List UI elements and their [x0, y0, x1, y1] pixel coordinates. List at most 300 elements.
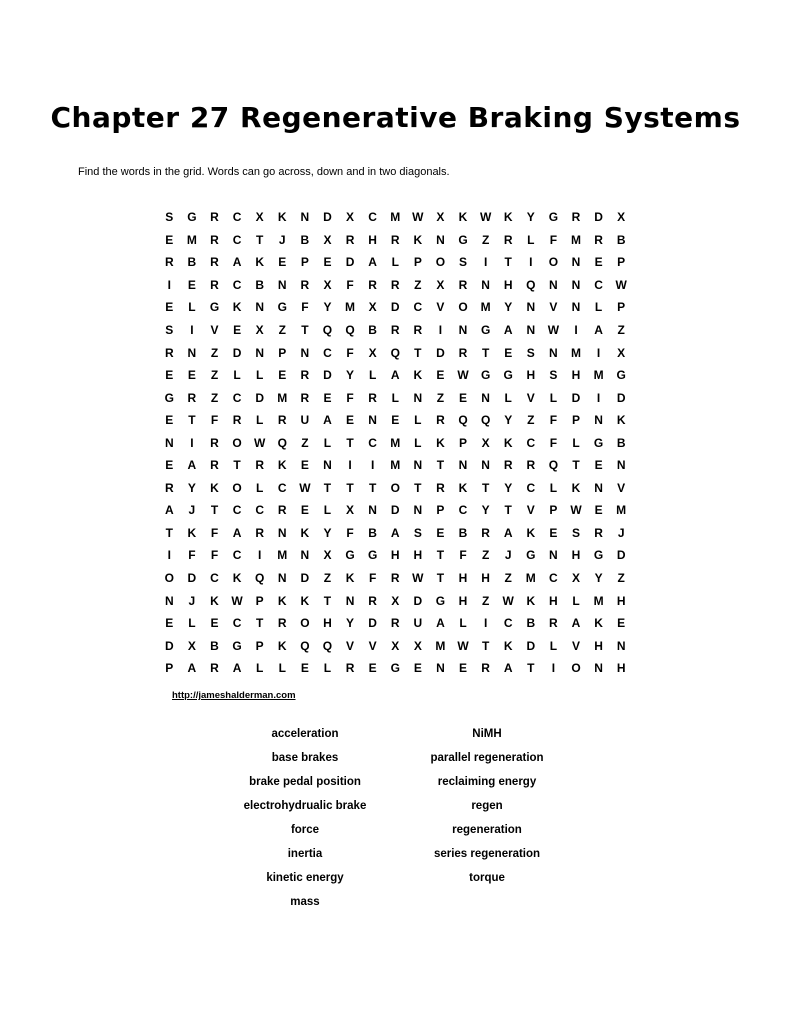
grid-letter: C	[323, 345, 332, 360]
grid-letter: D	[390, 503, 400, 518]
grid-letter: G	[390, 661, 400, 676]
grid-letter: T	[436, 458, 445, 473]
grid-letter: V	[526, 503, 535, 518]
grid-letter: C	[549, 571, 558, 586]
grid-letter: A	[232, 525, 242, 540]
grid-letter: I	[483, 616, 488, 631]
grid-letter: W	[457, 368, 469, 383]
grid-letter: V	[436, 300, 445, 315]
grid-letter: C	[232, 277, 242, 292]
grid-letter: L	[256, 368, 264, 383]
grid-letter: F	[346, 277, 354, 292]
grid-letter: R	[368, 277, 377, 292]
grid-letter: R	[210, 255, 219, 270]
grid-letter: Y	[594, 571, 603, 586]
grid-letter: N	[255, 345, 264, 360]
grid-letter: L	[527, 232, 535, 247]
grid-letter: R	[503, 458, 513, 473]
grid-letter: X	[323, 548, 332, 563]
grid-letter: M	[593, 368, 604, 383]
grid-letter: E	[323, 255, 332, 270]
grid-letter: N	[300, 210, 310, 225]
grid-letter: Z	[301, 435, 309, 450]
grid-letter: N	[277, 525, 287, 540]
grid-letter: R	[277, 616, 287, 631]
grid-letter: R	[571, 210, 581, 225]
grid-letter: I	[190, 435, 194, 450]
grid-letter: G	[164, 390, 174, 405]
grid-letter: R	[210, 435, 219, 450]
grid-letter: M	[390, 210, 401, 225]
grid-letter: Y	[323, 525, 332, 540]
grid-letter: H	[503, 277, 513, 292]
grid-letter: F	[346, 390, 354, 405]
grid-letter: N	[164, 435, 174, 450]
grid-letter: D	[345, 255, 355, 270]
grid-letter: C	[232, 390, 242, 405]
grid-letter: R	[255, 525, 264, 540]
grid-letter: Z	[481, 232, 490, 247]
grid-letter: L	[459, 616, 467, 631]
grid-letter: W	[547, 323, 560, 337]
grid-letter: N	[436, 661, 445, 676]
grid-letter: L	[549, 638, 558, 653]
grid-letter: N	[368, 413, 377, 428]
grid-letter: I	[348, 458, 352, 473]
grid-letter: C	[232, 210, 242, 225]
word-list-item: torque	[469, 872, 505, 884]
grid-letter: P	[571, 413, 580, 428]
grid-letter: O	[571, 661, 581, 676]
grid-letter: C	[413, 300, 423, 315]
grid-letter: L	[391, 255, 399, 270]
grid-letter: R	[503, 232, 513, 247]
grid-letter: K	[232, 300, 242, 315]
grid-letter: N	[481, 390, 490, 405]
grid-letter: E	[594, 255, 603, 270]
grid-letter: A	[164, 503, 174, 518]
grid-letter: T	[301, 323, 309, 337]
source-link[interactable]: http://jameshalderman.com	[172, 690, 296, 701]
grid-letter: G	[232, 638, 242, 653]
grid-letter: A	[503, 323, 513, 337]
grid-letter: X	[617, 345, 626, 360]
grid-letter: W	[412, 210, 424, 225]
grid-letter: X	[413, 638, 422, 653]
grid-letter: D	[323, 210, 332, 225]
grid-letter: P	[617, 300, 626, 315]
grid-letter: L	[504, 390, 512, 405]
grid-letter: N	[571, 277, 581, 292]
grid-letter: X	[368, 300, 377, 315]
grid-letter: R	[413, 323, 423, 337]
grid-letter: K	[413, 232, 423, 247]
grid-letter: K	[503, 435, 513, 450]
grid-letter: L	[391, 390, 399, 405]
grid-letter: D	[616, 548, 626, 563]
grid-letter: Y	[504, 480, 513, 495]
grid-letter: T	[368, 480, 377, 495]
grid-letter: V	[210, 323, 219, 337]
grid-letter: N	[616, 638, 626, 653]
grid-letter: Y	[346, 616, 355, 631]
grid-letter: K	[210, 593, 219, 608]
grid-letter: N	[481, 277, 490, 292]
grid-letter: E	[300, 503, 309, 518]
grid-letter: E	[436, 368, 445, 383]
grid-letter: B	[210, 638, 219, 653]
grid-letter: G	[526, 548, 536, 563]
grid-letter: D	[571, 390, 581, 405]
grid-letter: C	[458, 503, 468, 518]
grid-letter: R	[345, 661, 355, 676]
grid-letter: E	[594, 503, 603, 518]
grid-letter: K	[413, 368, 423, 383]
grid-letter: I	[167, 277, 171, 292]
grid-letter: D	[594, 210, 603, 225]
grid-letter: K	[277, 458, 287, 473]
grid-letter: C	[368, 435, 377, 450]
grid-letter: T	[436, 548, 445, 563]
grid-letter: X	[436, 210, 445, 225]
grid-letter: R	[300, 390, 310, 405]
grid-letter: X	[346, 503, 355, 518]
grid-letter: T	[188, 413, 196, 428]
grid-letter: O	[435, 255, 446, 270]
grid-letter: G	[458, 232, 468, 247]
grid-letter: N	[549, 345, 558, 360]
grid-letter: P	[459, 435, 468, 450]
grid-letter: E	[436, 525, 445, 540]
grid-letter: F	[549, 232, 558, 247]
grid-letter: H	[571, 548, 581, 563]
grid-letter: G	[593, 548, 604, 563]
grid-letter: O	[164, 571, 174, 586]
grid-letter: X	[391, 638, 400, 653]
grid-letter: F	[549, 435, 558, 450]
grid-letter: L	[549, 390, 558, 405]
word-list-item: force	[290, 824, 320, 836]
word-list-item: regen	[471, 800, 503, 812]
grid-letter: I	[483, 255, 488, 270]
grid-letter: B	[526, 616, 536, 631]
grid-letter: N	[413, 458, 423, 473]
grid-letter: N	[526, 300, 536, 315]
grid-letter: D	[526, 638, 536, 653]
grid-letter: E	[300, 458, 309, 473]
word-list-item: NiMH	[472, 728, 502, 740]
grid-letter: B	[616, 435, 626, 450]
word-list-item: series regeneration	[433, 848, 541, 860]
grid-letter: K	[594, 616, 603, 631]
grid-letter: L	[323, 661, 332, 676]
grid-letter: L	[572, 593, 580, 608]
word-list-item: reclaiming energy	[437, 776, 537, 788]
grid-letter: N	[458, 458, 468, 473]
grid-letter: Z	[436, 390, 445, 405]
grid-letter: N	[594, 661, 603, 676]
grid-letter: P	[549, 503, 558, 518]
grid-letter: E	[504, 345, 513, 360]
grid-letter: K	[255, 255, 264, 270]
grid-letter: L	[323, 435, 332, 450]
grid-letter: C	[232, 232, 242, 247]
grid-letter: R	[255, 458, 264, 473]
grid-letter: M	[480, 300, 491, 315]
grid-letter: A	[187, 661, 197, 676]
grid-letter: D	[390, 300, 400, 315]
grid-letter: O	[458, 300, 468, 315]
grid-letter: K	[232, 571, 242, 586]
grid-letter: D	[164, 638, 174, 653]
grid-letter: H	[368, 232, 377, 247]
grid-letter: Q	[322, 638, 333, 653]
grid-letter: N	[187, 345, 197, 360]
grid-letter: R	[390, 323, 400, 337]
grid-letter: W	[502, 593, 514, 608]
grid-letter: T	[256, 232, 264, 247]
grid-letter: D	[300, 571, 310, 586]
grid-letter: Z	[323, 571, 332, 586]
grid-letter: M	[277, 548, 288, 563]
grid-letter: E	[594, 458, 603, 473]
grid-letter: E	[368, 661, 377, 676]
grid-letter: C	[526, 480, 536, 495]
grid-letter: Z	[617, 323, 625, 337]
grid-letter: Q	[390, 345, 400, 360]
grid-letter: P	[165, 661, 174, 676]
grid-letter: K	[458, 480, 468, 495]
grid-letter: T	[436, 571, 445, 586]
word-list-item: parallel regeneration	[430, 752, 544, 764]
grid-letter: R	[549, 616, 558, 631]
grid-letter: T	[504, 503, 512, 518]
grid-letter: E	[187, 277, 196, 292]
grid-letter: T	[323, 480, 332, 495]
grid-letter: X	[346, 210, 355, 225]
grid-letter: M	[390, 435, 401, 450]
grid-letter: E	[278, 255, 287, 270]
grid-letter: O	[390, 480, 400, 495]
grid-letter: U	[413, 616, 423, 631]
grid-letter: S	[549, 368, 558, 383]
grid-letter: G	[548, 210, 559, 225]
grid-letter: G	[277, 300, 287, 315]
grid-letter: H	[571, 368, 581, 383]
grid-letter: Y	[504, 413, 513, 428]
grid-letter: R	[345, 232, 355, 247]
grid-letter: R	[481, 661, 490, 676]
grid-letter: E	[233, 323, 242, 337]
grid-letter: T	[323, 593, 332, 608]
grid-letter: T	[481, 638, 490, 653]
grid-letter: N	[345, 593, 355, 608]
grid-letter: T	[414, 345, 422, 360]
grid-letter: I	[529, 255, 533, 270]
grid-letter: L	[414, 435, 422, 450]
grid-letter: B	[368, 525, 377, 540]
grid-letter: G	[435, 593, 446, 608]
grid-letter: R	[300, 368, 310, 383]
grid-letter: J	[188, 593, 196, 608]
grid-letter: G	[480, 368, 491, 383]
grid-letter: B	[187, 255, 197, 270]
grid-letter: K	[210, 480, 219, 495]
grid-letter: R	[390, 232, 400, 247]
grid-letter: H	[481, 571, 490, 586]
grid-letter: Z	[210, 368, 219, 383]
grid-letter: A	[594, 323, 603, 337]
grid-letter: O	[232, 480, 242, 495]
grid-letter: X	[255, 323, 264, 337]
grid-letter: F	[368, 571, 377, 586]
grid-letter: J	[278, 232, 286, 247]
grid-letter: E	[210, 616, 219, 631]
grid-letter: F	[210, 548, 219, 563]
grid-letter: I	[370, 458, 375, 473]
grid-letter: S	[526, 345, 535, 360]
grid-letter: M	[570, 232, 581, 247]
grid-letter: M	[525, 571, 536, 586]
grid-letter: Y	[481, 503, 490, 518]
grid-letter: H	[413, 548, 423, 563]
grid-letter: T	[165, 525, 173, 540]
grid-letter: N	[277, 571, 287, 586]
grid-letter: A	[390, 525, 400, 540]
grid-letter: E	[549, 525, 558, 540]
grid-letter: Z	[527, 413, 535, 428]
grid-letter: V	[346, 638, 355, 653]
grid-letter: E	[165, 368, 174, 383]
grid-letter: H	[458, 593, 468, 608]
grid-letter: R	[164, 255, 174, 270]
grid-letter: L	[572, 435, 580, 450]
grid-letter: O	[300, 616, 310, 631]
grid-letter: R	[164, 345, 174, 360]
grid-letter: F	[188, 548, 196, 563]
grid-letter: V	[526, 390, 535, 405]
grid-letter: L	[549, 480, 558, 495]
grid-letter: I	[551, 661, 556, 676]
grid-letter: T	[481, 345, 490, 360]
grid-letter: Q	[322, 323, 333, 337]
grid-letter: I	[167, 548, 171, 563]
grid-letter: L	[414, 413, 422, 428]
grid-letter: L	[188, 300, 196, 315]
grid-letter: Q	[345, 323, 355, 337]
grid-letter: G	[616, 368, 626, 383]
grid-letter: Q	[458, 413, 468, 428]
grid-letter: P	[255, 638, 264, 653]
grid-letter: R	[232, 413, 242, 428]
grid-letter: N	[255, 300, 264, 315]
grid-letter: R	[210, 661, 219, 676]
grid-letter: X	[368, 345, 377, 360]
grid-letter: F	[346, 525, 354, 540]
grid-letter: X	[255, 210, 264, 225]
grid-letter: C	[503, 616, 513, 631]
grid-letter: Z	[617, 571, 625, 586]
grid-letter: T	[572, 458, 580, 473]
grid-letter: D	[323, 368, 332, 383]
grid-letter: K	[503, 638, 513, 653]
grid-letter: L	[256, 661, 264, 676]
grid-letter: H	[549, 593, 558, 608]
grid-letter: R	[594, 525, 603, 540]
grid-letter: E	[165, 300, 174, 315]
grid-letter: L	[323, 503, 332, 518]
grid-letter: R	[481, 525, 490, 540]
grid-letter: H	[616, 661, 626, 676]
grid-letter: N	[594, 413, 603, 428]
grid-letter: N	[571, 300, 581, 315]
grid-letter: R	[210, 232, 219, 247]
grid-letter: O	[548, 255, 559, 270]
grid-letter: W	[570, 503, 582, 518]
grid-letter: A	[187, 458, 197, 473]
grid-letter: X	[571, 571, 580, 586]
grid-letter: B	[300, 232, 310, 247]
grid-letter: P	[300, 255, 309, 270]
grid-letter: L	[233, 368, 241, 383]
grid-letter: F	[459, 548, 467, 563]
grid-letter: T	[527, 661, 535, 676]
grid-letter: G	[367, 548, 378, 563]
grid-letter: I	[438, 323, 443, 337]
grid-letter: C	[594, 277, 603, 292]
grid-letter: N	[458, 323, 468, 337]
grid-letter: N	[571, 255, 581, 270]
grid-letter: N	[323, 458, 332, 473]
grid-letter: I	[190, 323, 194, 337]
grid-letter: S	[459, 255, 468, 270]
grid-letter: Y	[504, 300, 513, 315]
grid-letter: V	[617, 480, 626, 495]
grid-letter: R	[164, 480, 174, 495]
grid-letter: B	[368, 323, 377, 337]
grid-letter: S	[413, 525, 422, 540]
grid-letter: Q	[480, 413, 491, 428]
grid-letter: L	[278, 661, 286, 676]
grid-letter: I	[596, 390, 601, 405]
grid-letter: Q	[277, 435, 287, 450]
grid-letter: D	[187, 571, 197, 586]
grid-letter: B	[616, 232, 626, 247]
grid-letter: T	[233, 458, 241, 473]
grid-letter: N	[368, 503, 377, 518]
grid-letter: T	[346, 435, 354, 450]
grid-letter: M	[570, 345, 581, 360]
grid-letter: L	[256, 480, 264, 495]
word-list-item: brake pedal position	[249, 776, 361, 788]
grid-letter: W	[615, 277, 627, 292]
grid-letter: H	[458, 571, 468, 586]
grid-letter: E	[187, 368, 196, 383]
grid-letter: C	[277, 480, 287, 495]
grid-letter: C	[368, 210, 377, 225]
grid-letter: N	[413, 390, 423, 405]
grid-letter: I	[574, 323, 578, 337]
grid-letter: V	[549, 300, 558, 315]
grid-letter: Z	[504, 571, 512, 586]
grid-letter: T	[346, 480, 354, 495]
grid-letter: R	[390, 616, 400, 631]
grid-letter: M	[345, 300, 356, 315]
grid-letter: K	[345, 571, 355, 586]
grid-letter: E	[391, 413, 400, 428]
word-list-item: base brakes	[271, 752, 339, 764]
grid-letter: B	[255, 277, 264, 292]
